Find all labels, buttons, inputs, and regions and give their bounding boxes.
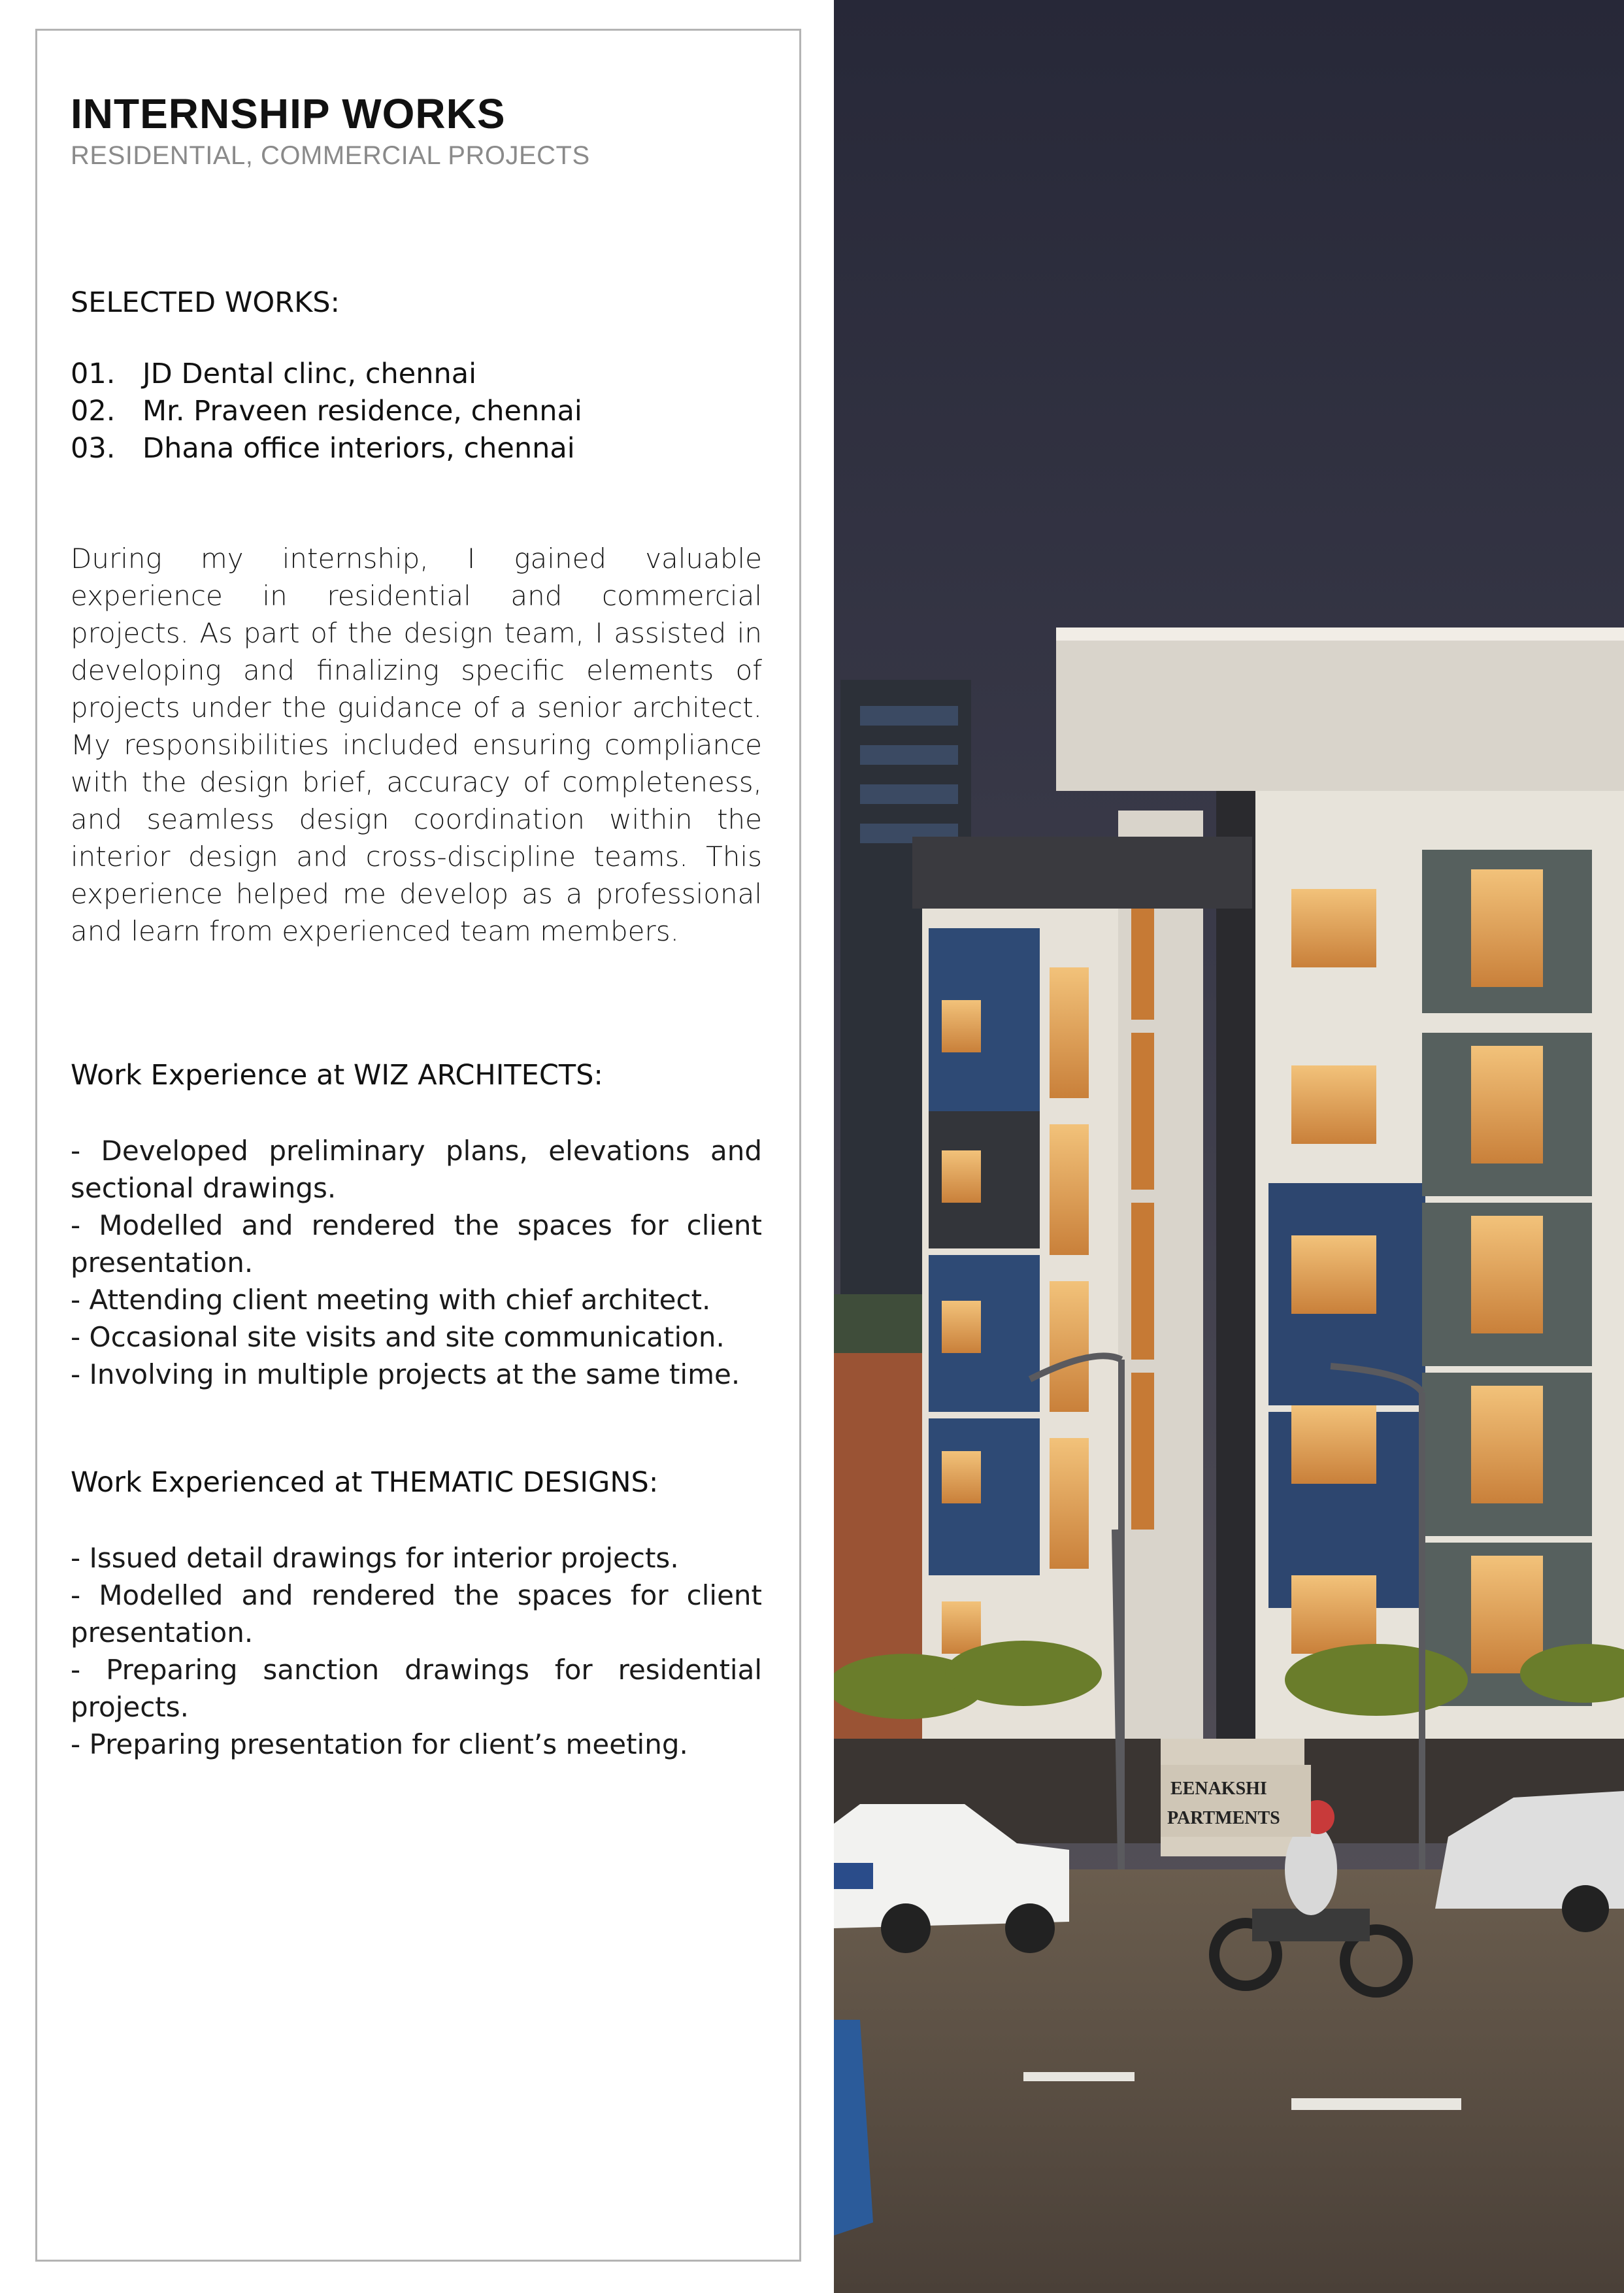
wiz-bullet-list <box>71 1132 762 1393</box>
list-item <box>71 356 582 393</box>
page-subtitle: RESIDENTIAL, COMMERCIAL PROJECTS <box>71 141 590 170</box>
list-item: - Occasional site visits and site communication. <box>71 1321 725 1353</box>
list-item: - Preparing presentation for client’s meeting. <box>71 1728 688 1760</box>
work-label: Dhana office interiors, chennai <box>142 432 575 465</box>
list-item: - Preparing sanction drawings for residential projects. <box>71 1654 762 1723</box>
list-item <box>71 393 582 430</box>
work-label: Mr. Praveen residence, chennai <box>142 395 582 427</box>
list-item <box>71 430 582 467</box>
work-number: 01. <box>71 358 116 390</box>
selected-works-list <box>71 356 582 467</box>
list-item: - Modelled and rendered the spaces for client presentation. <box>71 1579 762 1649</box>
work-number: 03. <box>71 432 116 465</box>
list-item: - Issued detail drawings for interior projects. <box>71 1542 679 1574</box>
wiz-heading: Work Experience at WIZ ARCHITECTS: <box>71 1059 603 1092</box>
work-label: JD Dental clinc, chennai <box>142 358 477 390</box>
sign-line-1: EENAKSHI <box>1170 1779 1267 1799</box>
page-title: INTERNSHIP WORKS <box>71 90 506 137</box>
list-item: - Involving in multiple projects at the same time. <box>71 1358 740 1390</box>
thematic-heading: Work Experienced at THEMATIC DESIGNS: <box>71 1466 659 1499</box>
list-item: - Developed preliminary plans, elevations and sectional drawings. <box>71 1135 762 1204</box>
work-number: 02. <box>71 395 116 427</box>
selected-works-heading: SELECTED WORKS: <box>71 286 340 319</box>
intro-paragraph: During my internship, I gained valuable experience in residential and commercial projects. As part of the design team, I assisted in developing and finalizing specific elements of projects under the guidance of a senior architect. My responsibilities included ensuring compliance with the design brief, accuracy of completeness, and seamless design coordination within the interior design and cross-discipline teams. This experience helped me develop as a professional and learn from experienced team members. <box>71 543 762 947</box>
list-item: - Modelled and rendered the spaces for client presentation. <box>71 1209 762 1279</box>
sign-line-2: PARTMENTS <box>1167 1808 1280 1828</box>
list-item: - Attending client meeting with chief architect. <box>71 1284 711 1316</box>
thematic-bullet-list <box>71 1539 762 1763</box>
building-render-image <box>834 0 1624 2293</box>
